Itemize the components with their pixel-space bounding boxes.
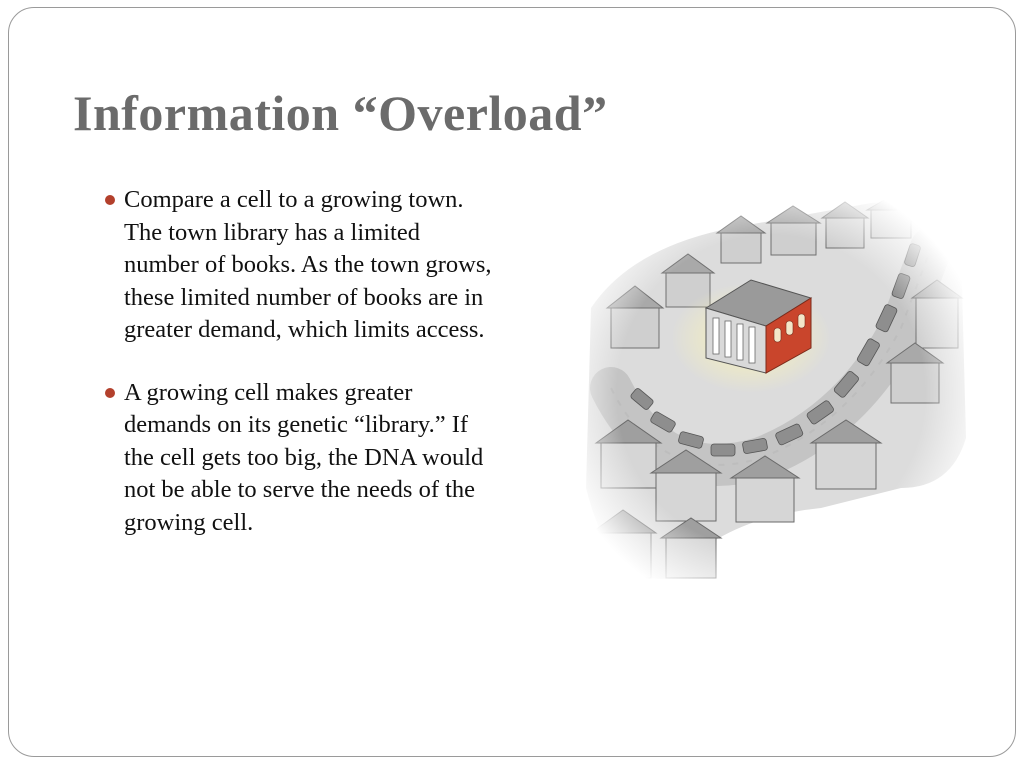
bullet-text: A growing cell makes greater demands on its genetic “library.” If the cell gets too big, the DNA would not be able to serve the needs of the growing cell. (124, 378, 484, 536)
bullet-marker-icon (105, 195, 115, 205)
bullet-text: Compare a cell to a growing town. The town library has a limited number of books. As the town grows, these limited number of books are in greater demand, which limits access. (124, 186, 492, 343)
slide (8, 7, 1016, 757)
illustration-vignette (571, 188, 971, 598)
slide-title: Information “Overload” (73, 85, 608, 141)
town-library-illustration (571, 188, 971, 598)
bullet-item (103, 184, 498, 347)
bullet-list (103, 184, 498, 539)
bullet-item (103, 377, 498, 540)
bullet-marker-icon (105, 388, 115, 398)
